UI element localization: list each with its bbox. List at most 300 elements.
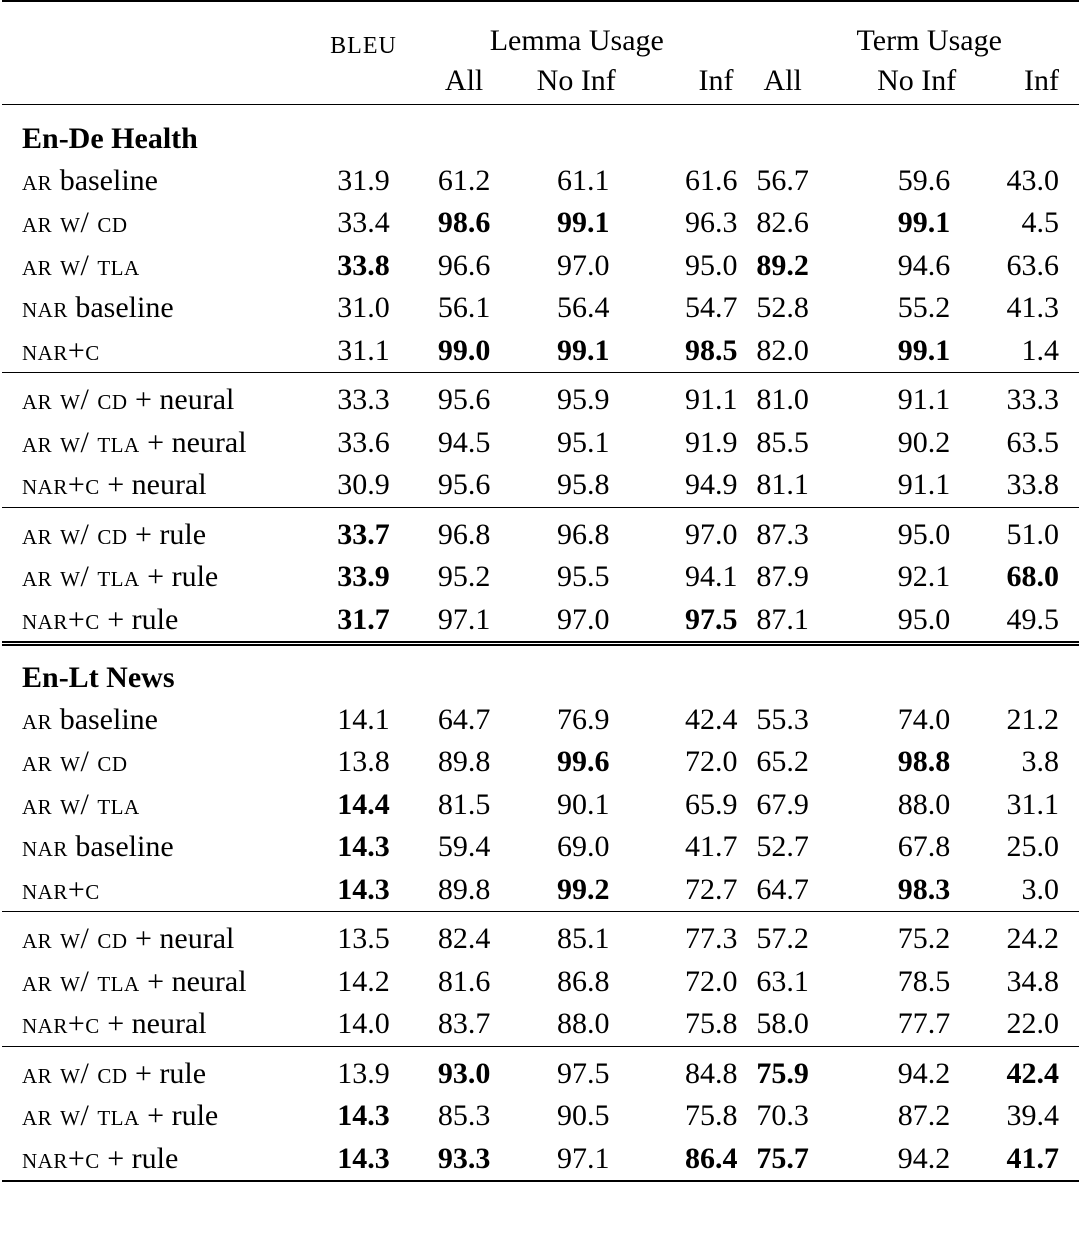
cell-term-all [739, 373, 825, 422]
cell-bleu [313, 464, 414, 507]
cell-value: 91.1 [897, 468, 951, 502]
cell-value: 81.1 [756, 468, 809, 502]
row-label-system: nar+c [22, 602, 100, 636]
row-label [2, 1095, 313, 1138]
cell-lemma-no-inf [514, 1046, 638, 1095]
cell-value: 67.8 [897, 830, 951, 864]
cell-lemma-no-inf [514, 869, 638, 912]
cell-term-all [739, 330, 825, 373]
row-label-suffix: + neural [99, 1007, 207, 1041]
header-term-all: All [763, 64, 802, 97]
cell-value: 95.1 [556, 425, 610, 459]
cell-value: 56.1 [437, 291, 491, 325]
cell-term-inf [966, 826, 1079, 869]
cell-term-all [739, 1003, 825, 1046]
cell-value: 77.3 [684, 922, 738, 956]
cell-value: 14.4 [337, 787, 390, 821]
cell-value: 69.0 [556, 830, 610, 864]
cell-bleu [313, 599, 414, 644]
cell-value: 81.0 [756, 383, 809, 417]
cell-bleu [313, 869, 414, 912]
cell-term-all [739, 1138, 825, 1182]
row-label-system: ar [22, 702, 53, 736]
cell-lemma-no-inf [514, 202, 638, 245]
cell-term-no-inf [826, 961, 966, 1004]
cell-value: 99.1 [556, 206, 610, 240]
cell-value: 52.8 [756, 291, 809, 325]
cell-value: 14.3 [337, 872, 390, 906]
cell-value: 33.8 [337, 248, 390, 282]
cell-lemma-no-inf [514, 961, 638, 1004]
table-row [2, 826, 1079, 869]
cell-value: 82.0 [756, 333, 809, 367]
cell-value: 30.9 [337, 468, 390, 502]
cell-lemma-no-inf [514, 422, 638, 465]
cell-value: 89.8 [437, 745, 491, 779]
cell-lemma-inf [638, 287, 739, 330]
cell-lemma-no-inf [514, 245, 638, 288]
cell-lemma-no-inf [514, 599, 638, 644]
cell-bleu [313, 202, 414, 245]
cell-value: 97.1 [437, 602, 491, 636]
table-row [2, 741, 1079, 784]
header-term-no-inf: No Inf [877, 64, 957, 97]
cell-term-all [739, 741, 825, 784]
row-label [2, 373, 313, 422]
cell-value: 87.9 [756, 560, 809, 594]
cell-value: 94.2 [897, 1056, 951, 1090]
header-lemma-no-inf: No Inf [536, 64, 616, 97]
cell-bleu [313, 1003, 414, 1046]
cell-lemma-no-inf [514, 464, 638, 507]
cell-lemma-no-inf [514, 373, 638, 422]
cell-lemma-inf [638, 464, 739, 507]
table-row [2, 556, 1079, 599]
cell-value: 51.0 [1006, 517, 1059, 551]
row-label-system: ar w/ tla [22, 787, 140, 821]
cell-lemma-all [414, 330, 514, 373]
cell-value: 83.7 [437, 1007, 491, 1041]
cell-term-all [739, 912, 825, 961]
cell-value: 95.5 [556, 560, 610, 594]
cell-value: 84.8 [684, 1056, 738, 1090]
cell-value: 42.4 [684, 702, 738, 736]
cell-lemma-inf [638, 1046, 739, 1095]
header-corner [2, 1, 313, 58]
header-term-usage: Term Usage [739, 1, 1079, 58]
cell-bleu [313, 160, 414, 203]
cell-value: 61.1 [556, 163, 610, 197]
cell-value: 95.0 [897, 602, 951, 636]
cell-value: 93.3 [437, 1141, 491, 1175]
cell-value: 95.2 [437, 560, 491, 594]
cell-term-all [739, 464, 825, 507]
cell-value: 94.6 [897, 248, 951, 282]
cell-lemma-no-inf [514, 507, 638, 556]
row-label [2, 422, 313, 465]
row-label [2, 245, 313, 288]
table-row [2, 422, 1079, 465]
table-row [2, 599, 1079, 644]
cell-lemma-no-inf [514, 1138, 638, 1182]
cell-value: 64.7 [756, 872, 809, 906]
cell-term-inf [966, 699, 1079, 742]
cell-term-no-inf [826, 373, 966, 422]
cell-lemma-all [414, 1046, 514, 1095]
cell-value: 96.8 [437, 517, 491, 551]
table-row [2, 373, 1079, 422]
cell-lemma-no-inf [514, 160, 638, 203]
row-label-system: nar+c [22, 1007, 100, 1041]
cell-value: 58.0 [756, 1007, 809, 1041]
cell-value: 33.4 [337, 206, 390, 240]
cell-value: 14.3 [337, 830, 390, 864]
row-label [2, 961, 313, 1004]
cell-lemma-inf [638, 373, 739, 422]
cell-value: 75.7 [756, 1141, 809, 1175]
cell-value: 96.6 [437, 248, 491, 282]
row-label [2, 160, 313, 203]
cell-value: 95.0 [897, 517, 951, 551]
cell-bleu [313, 330, 414, 373]
cell-term-no-inf [826, 912, 966, 961]
cell-value: 93.0 [437, 1056, 491, 1090]
row-label-system: ar w/ cd [22, 383, 128, 417]
section-title-row [2, 644, 1079, 699]
row-label-system: ar w/ tla [22, 425, 140, 459]
cell-term-no-inf [826, 245, 966, 288]
cell-value: 86.4 [684, 1141, 738, 1175]
cell-bleu [313, 699, 414, 742]
row-label-suffix: + neural [139, 425, 247, 459]
header-row-2 [2, 58, 1079, 105]
cell-value: 99.0 [437, 333, 491, 367]
row-label-suffix: + rule [139, 1099, 219, 1133]
cell-value: 13.8 [337, 745, 390, 779]
table-row [2, 507, 1079, 556]
row-label [2, 287, 313, 330]
cell-term-no-inf [826, 422, 966, 465]
row-label [2, 741, 313, 784]
row-label [2, 330, 313, 373]
row-label-suffix: + neural [127, 383, 235, 417]
cell-value: 59.6 [897, 163, 951, 197]
cell-value: 39.4 [1006, 1099, 1059, 1133]
section-title: En-Lt News [2, 644, 1079, 699]
cell-value: 94.9 [684, 468, 738, 502]
cell-term-inf [966, 160, 1079, 203]
cell-bleu [313, 741, 414, 784]
cell-value: 63.1 [756, 964, 809, 998]
cell-value: 14.1 [337, 702, 390, 736]
row-label [2, 1003, 313, 1046]
cell-lemma-all [414, 507, 514, 556]
cell-term-no-inf [826, 784, 966, 827]
cell-value: 1.4 [1021, 333, 1059, 367]
cell-lemma-all [414, 202, 514, 245]
cell-term-no-inf [826, 330, 966, 373]
cell-bleu [313, 826, 414, 869]
cell-value: 55.3 [756, 702, 809, 736]
table-row [2, 287, 1079, 330]
cell-term-no-inf [826, 202, 966, 245]
cell-value: 4.5 [1021, 206, 1059, 240]
row-label-system: nar+c [22, 333, 100, 367]
row-label-system: ar w/ tla [22, 248, 140, 282]
cell-lemma-inf [638, 912, 739, 961]
cell-value: 95.6 [437, 468, 491, 502]
cell-term-inf [966, 202, 1079, 245]
cell-bleu [313, 507, 414, 556]
cell-value: 85.3 [437, 1099, 491, 1133]
table-row [2, 961, 1079, 1004]
cell-value: 99.1 [897, 333, 951, 367]
cell-lemma-inf [638, 1138, 739, 1182]
cell-term-no-inf [826, 1046, 966, 1095]
row-label [2, 1046, 313, 1095]
row-label-system: ar w/ tla [22, 1099, 140, 1133]
cell-bleu [313, 422, 414, 465]
cell-lemma-inf [638, 599, 739, 644]
cell-lemma-all [414, 422, 514, 465]
cell-value: 87.3 [756, 517, 809, 551]
cell-lemma-no-inf [514, 330, 638, 373]
cell-term-no-inf [826, 287, 966, 330]
table-row [2, 1095, 1079, 1138]
cell-term-no-inf [826, 556, 966, 599]
cell-value: 88.0 [897, 787, 951, 821]
cell-value: 56.7 [756, 163, 809, 197]
cell-value: 86.8 [556, 964, 610, 998]
section-title-row [2, 105, 1079, 160]
row-label-suffix: baseline [52, 163, 158, 197]
row-label-suffix: + neural [139, 964, 247, 998]
cell-term-all [739, 245, 825, 288]
row-label-suffix: baseline [67, 291, 174, 325]
cell-value: 31.0 [337, 291, 390, 325]
cell-term-inf [966, 912, 1079, 961]
cell-term-no-inf [826, 741, 966, 784]
cell-value: 70.3 [756, 1099, 809, 1133]
header-bleu: BLEU [313, 1, 414, 105]
cell-value: 13.9 [337, 1056, 390, 1090]
cell-lemma-inf [638, 826, 739, 869]
cell-value: 25.0 [1006, 830, 1059, 864]
cell-value: 43.0 [1006, 163, 1059, 197]
cell-value: 97.5 [556, 1056, 610, 1090]
header-term-inf: Inf [1024, 64, 1059, 97]
table-row [2, 160, 1079, 203]
cell-bleu [313, 373, 414, 422]
row-label-system: ar w/ cd [22, 206, 128, 240]
cell-value: 94.1 [684, 560, 738, 594]
cell-term-no-inf [826, 160, 966, 203]
cell-value: 97.0 [556, 602, 610, 636]
cell-value: 34.8 [1006, 964, 1059, 998]
cell-value: 31.9 [337, 163, 390, 197]
cell-bleu [313, 1046, 414, 1095]
cell-value: 97.1 [556, 1141, 610, 1175]
table-row [2, 330, 1079, 373]
cell-value: 99.1 [556, 333, 610, 367]
row-label [2, 202, 313, 245]
table-row [2, 464, 1079, 507]
cell-lemma-no-inf [514, 912, 638, 961]
cell-bleu [313, 245, 414, 288]
row-label [2, 784, 313, 827]
cell-value: 31.7 [337, 602, 390, 636]
cell-value: 61.2 [437, 163, 491, 197]
cell-term-no-inf [826, 826, 966, 869]
cell-value: 74.0 [897, 702, 951, 736]
cell-lemma-inf [638, 160, 739, 203]
cell-value: 33.6 [337, 425, 390, 459]
cell-term-inf [966, 599, 1079, 644]
row-label-suffix: + rule [127, 517, 207, 551]
cell-value: 56.4 [556, 291, 610, 325]
cell-value: 91.9 [684, 425, 738, 459]
cell-value: 67.9 [756, 787, 809, 821]
cell-value: 13.5 [337, 922, 390, 956]
row-label-system: ar w/ cd [22, 745, 128, 779]
cell-term-inf [966, 1046, 1079, 1095]
cell-value: 77.7 [897, 1007, 951, 1041]
cell-term-all [739, 1046, 825, 1095]
row-label [2, 464, 313, 507]
cell-lemma-all [414, 373, 514, 422]
cell-value: 33.9 [337, 560, 390, 594]
cell-value: 33.3 [1006, 383, 1059, 417]
cell-term-all [739, 869, 825, 912]
cell-term-no-inf [826, 699, 966, 742]
cell-value: 91.1 [684, 383, 738, 417]
cell-value: 94.2 [897, 1141, 951, 1175]
cell-value: 14.3 [337, 1141, 390, 1175]
row-label-suffix: + rule [127, 1056, 207, 1090]
cell-lemma-no-inf [514, 1095, 638, 1138]
cell-lemma-no-inf [514, 699, 638, 742]
cell-term-inf [966, 245, 1079, 288]
cell-lemma-inf [638, 784, 739, 827]
cell-lemma-all [414, 1095, 514, 1138]
cell-lemma-all [414, 961, 514, 1004]
cell-value: 41.7 [684, 830, 738, 864]
cell-value: 87.1 [756, 602, 809, 636]
row-label [2, 826, 313, 869]
cell-lemma-all [414, 869, 514, 912]
cell-term-inf [966, 464, 1079, 507]
cell-value: 98.6 [437, 206, 491, 240]
cell-value: 90.2 [897, 425, 951, 459]
cell-lemma-no-inf [514, 784, 638, 827]
cell-value: 98.5 [684, 333, 738, 367]
cell-lemma-all [414, 699, 514, 742]
cell-lemma-all [414, 741, 514, 784]
cell-term-inf [966, 741, 1079, 784]
cell-value: 90.1 [556, 787, 610, 821]
cell-value: 33.8 [1006, 468, 1059, 502]
cell-value: 57.2 [756, 922, 809, 956]
cell-term-inf [966, 784, 1079, 827]
row-label-system: ar w/ tla [22, 964, 140, 998]
cell-value: 33.3 [337, 383, 390, 417]
header-lemma-inf: Inf [698, 64, 734, 97]
row-label-suffix: + neural [99, 468, 207, 502]
cell-lemma-no-inf [514, 826, 638, 869]
cell-lemma-all [414, 464, 514, 507]
cell-value: 49.5 [1006, 602, 1059, 636]
cell-lemma-all [414, 160, 514, 203]
cell-lemma-inf [638, 556, 739, 599]
row-label-system: ar [22, 163, 53, 197]
cell-value: 97.0 [684, 517, 738, 551]
cell-lemma-all [414, 1003, 514, 1046]
row-label-suffix: baseline [67, 830, 174, 864]
cell-lemma-inf [638, 330, 739, 373]
cell-value: 21.2 [1006, 702, 1059, 736]
cell-term-all [739, 599, 825, 644]
cell-value: 64.7 [437, 702, 491, 736]
cell-value: 3.8 [1021, 745, 1059, 779]
cell-value: 72.7 [684, 872, 738, 906]
cell-value: 90.5 [556, 1099, 610, 1133]
cell-lemma-all [414, 1138, 514, 1182]
row-label-suffix: baseline [52, 702, 158, 736]
table-row [2, 202, 1079, 245]
cell-term-inf [966, 287, 1079, 330]
cell-bleu [313, 1095, 414, 1138]
cell-value: 22.0 [1006, 1007, 1059, 1041]
cell-lemma-inf [638, 699, 739, 742]
cell-lemma-inf [638, 245, 739, 288]
cell-value: 94.5 [437, 425, 491, 459]
cell-value: 61.6 [684, 163, 738, 197]
cell-term-no-inf [826, 507, 966, 556]
cell-value: 95.6 [437, 383, 491, 417]
cell-value: 99.6 [556, 745, 610, 779]
cell-value: 78.5 [897, 964, 951, 998]
cell-value: 95.0 [684, 248, 738, 282]
results-table [2, 0, 1079, 1182]
cell-lemma-inf [638, 422, 739, 465]
cell-bleu [313, 556, 414, 599]
row-label-system: ar w/ cd [22, 1056, 128, 1090]
cell-value: 76.9 [556, 702, 610, 736]
cell-value: 41.7 [1006, 1141, 1059, 1175]
cell-value: 98.3 [897, 872, 951, 906]
cell-bleu [313, 1138, 414, 1182]
cell-value: 31.1 [337, 333, 390, 367]
cell-value: 96.3 [684, 206, 738, 240]
cell-value: 85.5 [756, 425, 809, 459]
cell-value: 52.7 [756, 830, 809, 864]
cell-value: 92.1 [897, 560, 951, 594]
cell-value: 65.9 [684, 787, 738, 821]
row-label-suffix: + rule [99, 602, 179, 636]
header-lemma-all: All [444, 64, 484, 97]
cell-term-all [739, 202, 825, 245]
cell-value: 85.1 [556, 922, 610, 956]
cell-value: 63.5 [1006, 425, 1059, 459]
table-row [2, 1046, 1079, 1095]
cell-value: 88.0 [556, 1007, 610, 1041]
header-lemma-usage: Lemma Usage [414, 1, 739, 58]
table-row [2, 869, 1079, 912]
cell-term-all [739, 422, 825, 465]
cell-term-inf [966, 556, 1079, 599]
row-label [2, 507, 313, 556]
cell-value: 87.2 [897, 1099, 951, 1133]
